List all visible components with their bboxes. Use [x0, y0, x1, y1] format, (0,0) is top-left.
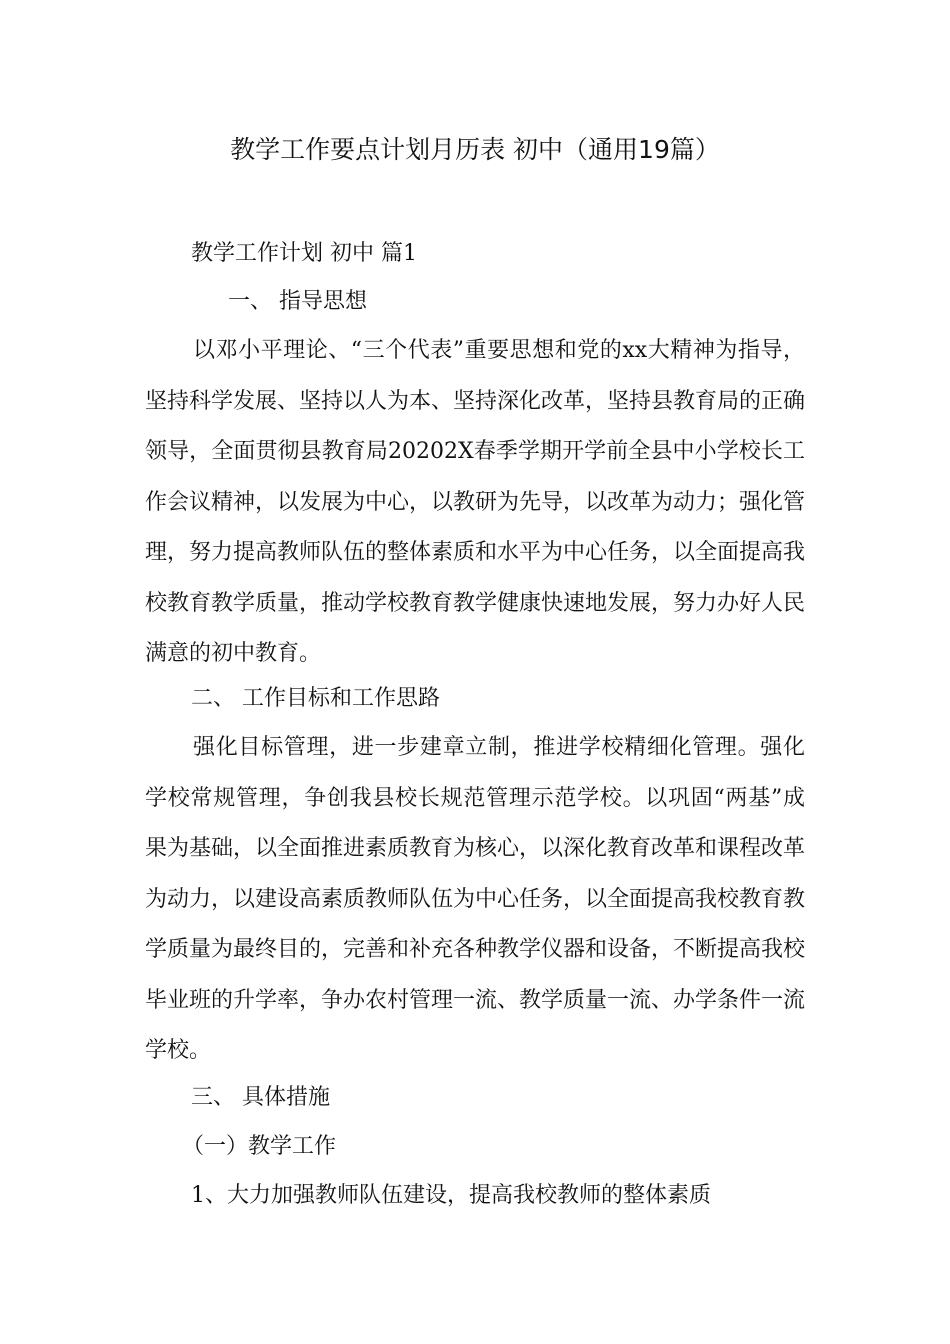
item-teacher-team: 1、大力加强教师队伍建设，提高我校教师的整体素质 [191, 1183, 711, 1208]
section-heading: 教学工作计划 初中 篇1 [191, 241, 417, 266]
document-title: 教学工作要点计划月历表 初中（通用19篇） [230, 135, 720, 164]
paragraph-guiding-ideology: 以邓小平理论、“三个代表”重要思想和党的xx大精神为指导，坚持科学发展、坚持以人为本、坚持深化改革，坚持县教育局的正确领导，全面贯彻县教育局20202X春季学期开学前全县中小学校长工作会议精神，以发展为中心，以教研为先导，以改革为动力；强化管理，努力提高教师队伍的整体素质和水平为中心任务，以全面提高我校教育教学质量，推动学校教育教学健康快速地发展，努力办好人民满意的初中教育。 [145, 338, 806, 666]
heading-measures: 三、 具体措施 [191, 1085, 330, 1110]
heading-guiding-ideology: 一、 指导思想 [228, 289, 367, 314]
heading-goals: 二、 工作目标和工作思路 [191, 686, 440, 711]
paragraph-goals: 强化目标管理，进一步建章立制，推进学校精细化管理。强化学校常规管理，争创我县校长规范管理示范学校。以巩固“两基”成果为基础，以全面推进素质教育为核心，以深化教育改革和课程改革为动力，以建设高素质教师队伍为中心任务，以全面提高我校教育教学质量为最终目的，完善和补充各种教学仪器和设备，不断提高我校毕业班的升学率，争办农村管理一流、教学质量一流、办学条件一流学校。 [145, 735, 806, 1063]
subheading-teaching-work: （一）教学工作 [182, 1134, 337, 1159]
